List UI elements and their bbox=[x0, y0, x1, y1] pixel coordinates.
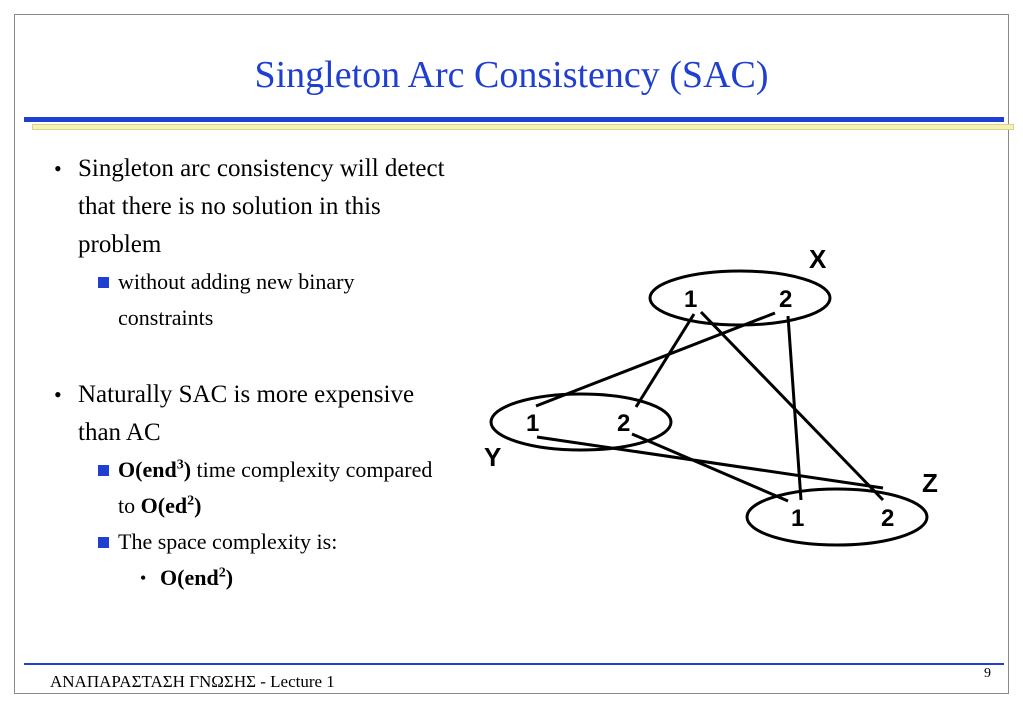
bullet-dot-icon: • bbox=[54, 156, 62, 181]
bullet-text: Singleton arc consistency will detect that there is no solution in this problem bbox=[78, 155, 445, 258]
bullet-dot-icon: • bbox=[54, 382, 62, 407]
constraint-graph bbox=[470, 230, 950, 560]
y-value-1: 1 bbox=[526, 410, 540, 437]
x-value-2: 2 bbox=[779, 286, 793, 313]
edge-x2-z1 bbox=[788, 316, 801, 500]
z-value-2: 2 bbox=[881, 505, 895, 532]
bullet-text: Naturally SAC is more expensive than AC bbox=[78, 381, 415, 446]
sub-bullet-text: without adding new binary constraints bbox=[118, 269, 355, 330]
square-bullet-icon bbox=[98, 537, 109, 548]
domain-z bbox=[747, 489, 927, 545]
variable-z-label: Z bbox=[922, 468, 938, 498]
sub-bullet-text: time complexity compared to bbox=[118, 457, 433, 518]
footer-rule bbox=[24, 663, 1004, 665]
bullet-list bbox=[48, 150, 448, 596]
bullet-item bbox=[48, 376, 448, 452]
sub-bullet-item bbox=[48, 524, 448, 560]
edge-y2-z1 bbox=[632, 434, 788, 501]
domain-x bbox=[650, 271, 830, 325]
variable-y-label: Y bbox=[484, 442, 502, 472]
y-value-2: 2 bbox=[617, 410, 631, 437]
complexity-sac: O(end$^3$) bbox=[118, 457, 192, 482]
edge-x1-y2 bbox=[636, 314, 694, 407]
edge-x1-z2 bbox=[701, 312, 883, 500]
sub-bullet-text: The space complexity is: bbox=[118, 529, 338, 554]
sub-bullet-item bbox=[48, 264, 448, 336]
slide-title: Singleton Arc Consistency (SAC) bbox=[254, 54, 769, 96]
subsub-bullet-item bbox=[48, 560, 448, 596]
page-number: 9 bbox=[984, 666, 991, 681]
bullet-dot-icon: • bbox=[140, 568, 147, 588]
bullet-item bbox=[48, 150, 448, 264]
domain-y bbox=[491, 394, 671, 450]
z-value-1: 1 bbox=[791, 505, 805, 532]
title-rule bbox=[24, 117, 1004, 122]
sub-bullet-item bbox=[48, 452, 448, 524]
title-band bbox=[32, 124, 1014, 130]
edge-x2-y1 bbox=[536, 313, 775, 406]
space-complexity: O(end$^2$) bbox=[160, 565, 234, 590]
footer-course: ΑΝΑΠΑΡΑΣΤΑΣΗ ΓΝΩΣΗΣ - Lecture 1 bbox=[50, 672, 335, 691]
variable-x-label: X bbox=[809, 244, 827, 274]
square-bullet-icon bbox=[98, 465, 109, 476]
complexity-ac: $O(ed^2)$ bbox=[140, 493, 202, 518]
square-bullet-icon bbox=[98, 277, 109, 288]
x-value-1: 1 bbox=[684, 286, 698, 313]
